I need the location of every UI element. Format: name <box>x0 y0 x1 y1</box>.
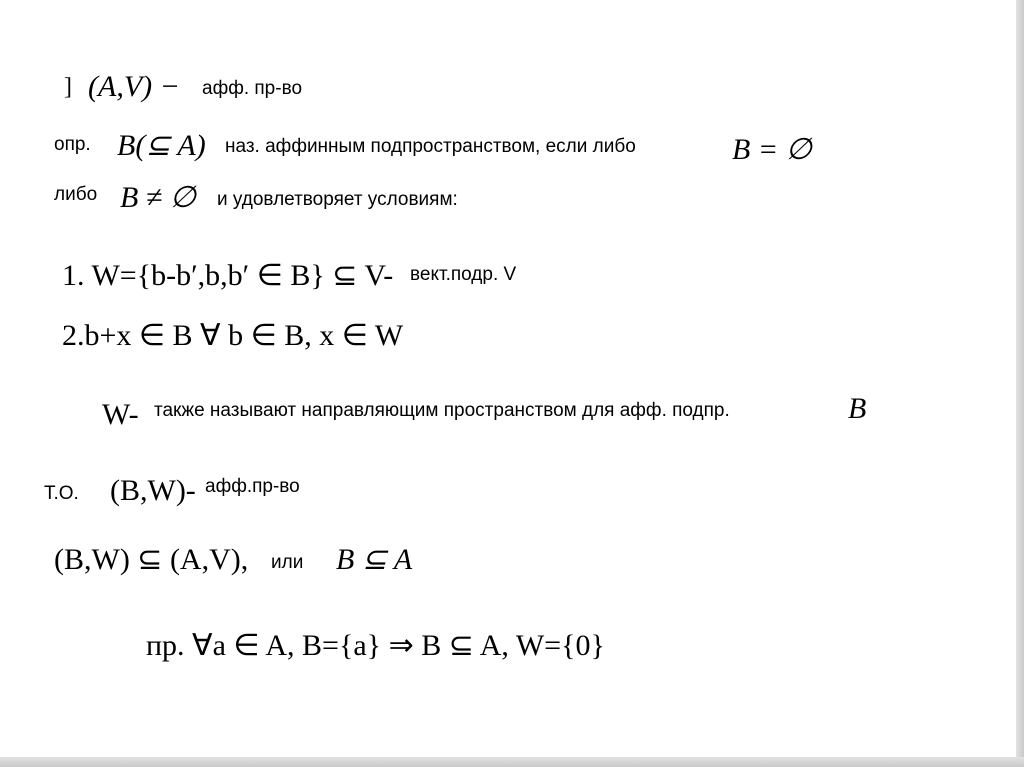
formula-b: B <box>848 392 867 425</box>
condition-2-formula: 2.b+x ∈ B ∀ b ∈ B, x ∈ W <box>62 319 404 352</box>
condition-1-formula: 1. W={b-b′,b,b′ ∈ B} ⊆ V- <box>62 259 394 292</box>
formula-bw: (B,W)- <box>110 474 196 507</box>
text-direction-space: также называют направляющим пространством для афф. подпр. <box>154 400 730 421</box>
text-aff-space-2: афф.пр-во <box>205 476 300 497</box>
label-thus: Т.О. <box>44 483 79 504</box>
formula-b-empty: B = ∅ <box>732 133 812 166</box>
text-conditions: и удовлетворяет условиям: <box>217 189 458 210</box>
label-either: либо <box>54 184 98 205</box>
formula-av: (A,V) − <box>88 70 180 103</box>
formula-bw-subset-av: (B,W) ⊆ (A,V), <box>54 543 249 576</box>
formula-b-not-empty: B ≠ ∅ <box>120 181 196 214</box>
slide-shadow-bottom <box>0 757 1024 767</box>
slide-shadow-right <box>1016 0 1024 767</box>
bracket-symbol: ] <box>64 74 72 100</box>
label-definition: опр. <box>54 134 91 155</box>
text-aff-space: афф. пр-во <box>202 78 303 99</box>
formula-b-subset-a-2: B ⊆ A <box>336 543 413 576</box>
example-formula: пр. ∀a ∈ A, B={a} ⇒ B ⊆ A, W={0} <box>146 629 605 662</box>
text-definition: наз. аффинным подпространством, если либо <box>225 136 636 157</box>
condition-1-text: вект.подр. V <box>410 264 517 285</box>
formula-b-subset-a: B(⊆ A) <box>117 129 206 162</box>
text-or: или <box>271 552 304 573</box>
formula-w: W- <box>102 398 139 431</box>
